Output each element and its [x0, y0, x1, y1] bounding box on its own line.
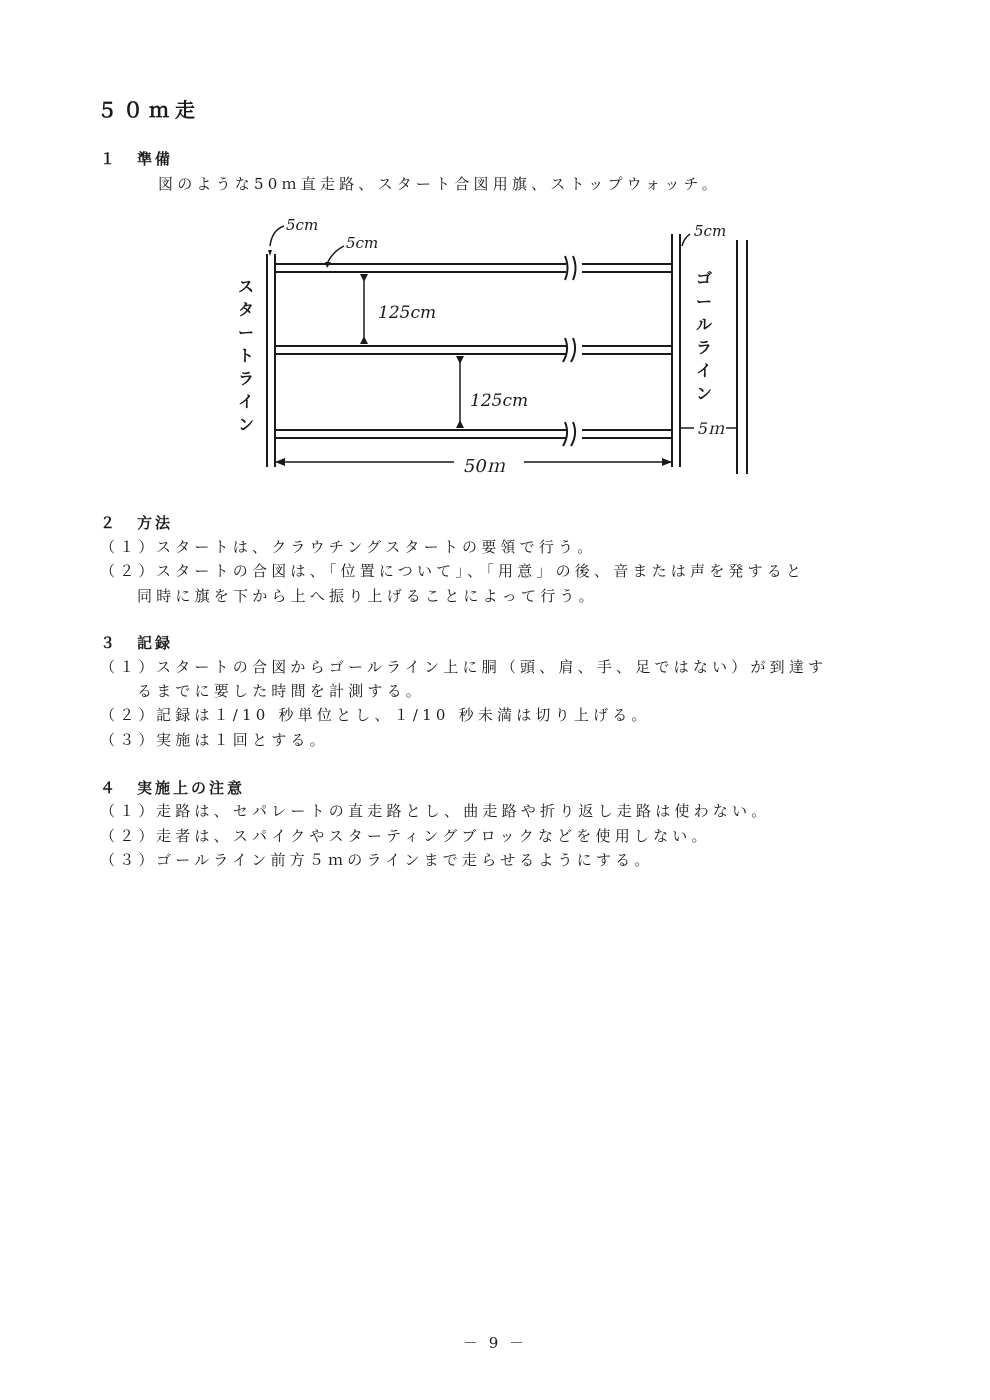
section-title: 記録 — [137, 634, 174, 652]
section-title: 実施上の注意 — [137, 779, 246, 797]
dim-125cm-top: 125cm — [378, 303, 437, 323]
section-heading-prep — [100, 148, 173, 169]
start-line-label — [238, 277, 254, 434]
goal-char: ル — [695, 315, 713, 334]
goal-char: ー — [695, 292, 713, 311]
goal-char: ラ — [695, 338, 713, 357]
record-item — [100, 656, 827, 677]
notes-item — [100, 800, 770, 821]
section-heading-method — [100, 512, 173, 533]
start-char: ー — [237, 323, 255, 342]
method-item — [100, 536, 596, 557]
dim-125cm-bottom: 125cm — [470, 391, 529, 411]
notes-item — [100, 825, 711, 846]
goal-char: イ — [695, 361, 713, 380]
item-label: （３） — [100, 731, 158, 749]
item-label: （２） — [100, 706, 158, 724]
section-number: ４ — [100, 779, 119, 797]
start-char: イ — [237, 392, 255, 411]
item-label: （２） — [100, 827, 158, 845]
dim-5cm-inner: 5cm — [346, 234, 379, 252]
start-char: タ — [237, 300, 255, 319]
method-item — [100, 560, 805, 581]
item-text: 記録は１/10 秒単位とし、１/10 秒未満は切り上げる。 — [156, 706, 651, 724]
record-item — [100, 729, 329, 750]
item-label: （２） — [100, 562, 158, 580]
page-number: － 9 － — [462, 1334, 528, 1352]
item-text: ゴールライン前方５ｍのラインまで走らせるようにする。 — [156, 851, 654, 869]
item-text: 走路は、セパレートの直走路とし、曲走路や折り返し走路は使わない。 — [156, 802, 771, 820]
item-text: スタートの合図は、「位置について」、「用意」の後、音または声を発すると — [156, 562, 806, 580]
item-label: （１） — [100, 802, 158, 820]
section-heading-record — [100, 632, 173, 653]
section-title: 方法 — [137, 514, 174, 532]
section-heading-notes — [100, 777, 245, 798]
section-number: ２ — [100, 514, 119, 532]
start-char: ン — [237, 415, 255, 434]
record-item — [100, 704, 651, 725]
item-text: スタートの合図からゴールライン上に胴（頭、肩、手、足ではない）が到達す — [156, 658, 828, 676]
goal-char: ン — [695, 384, 713, 403]
dim-5cm-right: 5cm — [694, 222, 727, 240]
start-char: ト — [237, 346, 255, 365]
prep-text: 図のような50ｍ直走路、スタート合図用旗、ストップウォッチ。 — [158, 175, 721, 193]
dim-5cm-left: 5cm — [286, 216, 319, 234]
notes-item — [100, 849, 654, 870]
page-title: ５０ｍ走 — [97, 98, 201, 122]
record-item-continued: るまでに要した時間を計測する。 — [137, 682, 426, 700]
item-text: 実施は１回とする。 — [156, 731, 329, 749]
dim-50m: 50ｍ — [464, 456, 505, 477]
section-number: ３ — [100, 634, 119, 652]
item-label: （３） — [100, 851, 158, 869]
method-item-continued: 同時に旗を下から上へ振り上げることによって行う。 — [137, 587, 598, 605]
start-char: ラ — [237, 369, 255, 388]
section-number: １ — [100, 150, 119, 168]
dim-5m: 5ｍ — [698, 419, 725, 438]
item-label: （１） — [100, 538, 158, 556]
goal-char: ゴ — [695, 269, 713, 288]
item-label: （１） — [100, 658, 158, 676]
track-diagram — [232, 212, 762, 482]
start-char: ス — [237, 277, 255, 296]
section-title: 準備 — [137, 150, 174, 168]
goal-line-label — [696, 269, 713, 403]
item-text: スタートは、クラウチングスタートの要領で行う。 — [156, 538, 597, 556]
item-text: 走者は、スパイクやスターティングブロックなどを使用しない。 — [156, 827, 711, 845]
